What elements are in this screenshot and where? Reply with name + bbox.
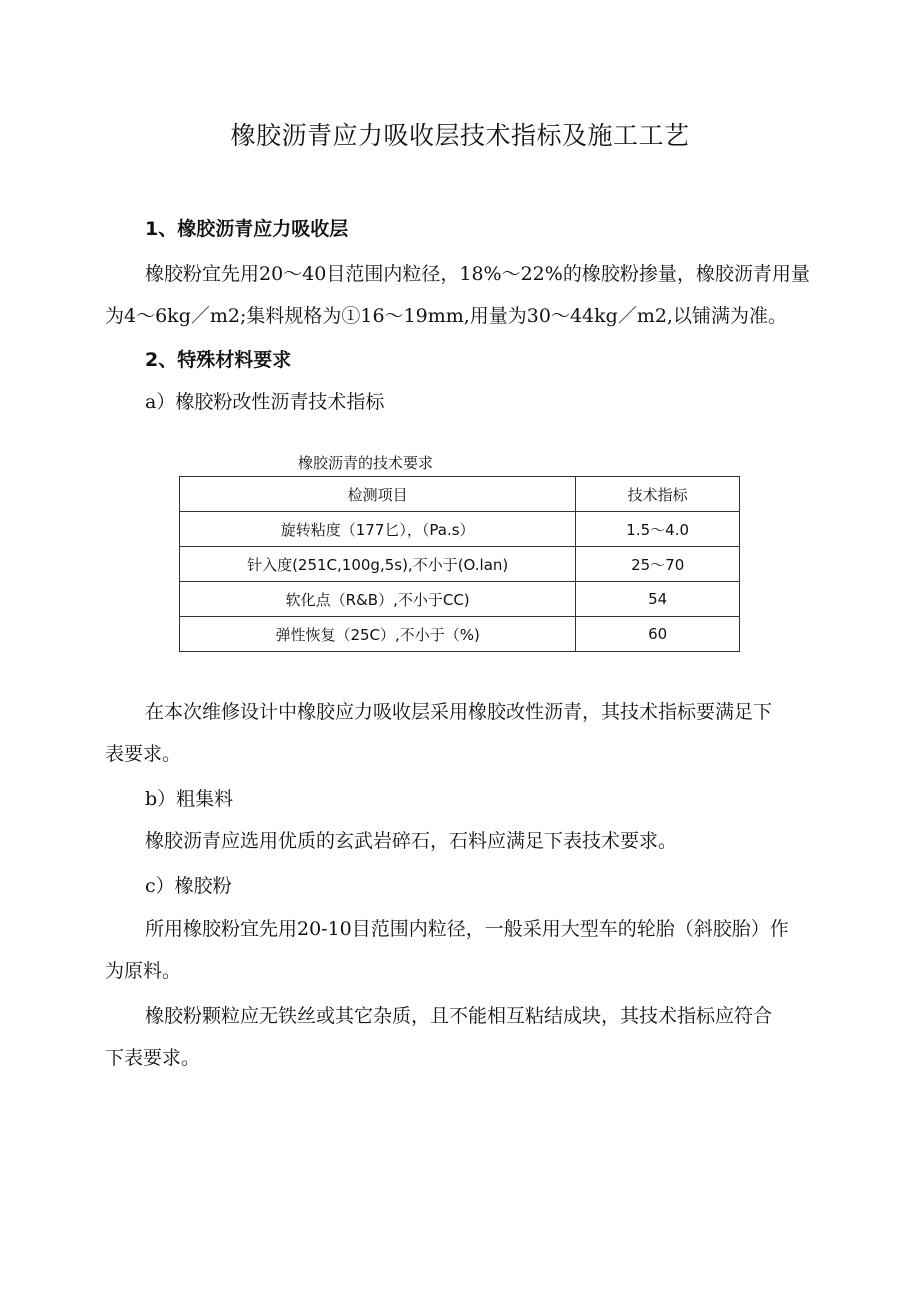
asphalt-spec-table [179,476,740,652]
table-cell-value: 25～70 [576,547,740,582]
section-1-paragraph-line-2: 为4～6kg／m2;集料规格为①16～19mm,用量为30～44kg／m2,以铺满为准。 [105,305,787,327]
item-b-text: 橡胶沥青应选用优质的玄武岩碎石，石料应满足下表技术要求。 [145,830,678,852]
table-row [180,547,740,582]
table-header-spec: 技术指标 [576,477,740,512]
table-cell-value: 60 [576,617,740,652]
table-header-test-item: 检测项目 [180,477,576,512]
table-cell-value: 1.5～4.0 [576,512,740,547]
table-cell-item: 旋转粘度（177匕），（Pa.s） [180,512,576,547]
section-1-heading: 1、橡胶沥青应力吸收层 [145,218,349,240]
item-a-label: a）橡胶粉改性沥青技术指标 [145,391,385,413]
item-c-paragraph-2-line-1: 橡胶粉颗粒应无铁丝或其它杂质，且不能相互粘结成块，其技术指标应符合 [145,1005,773,1027]
table-cell-value: 54 [576,582,740,617]
table-row [180,617,740,652]
table-row [180,512,740,547]
table-caption: 橡胶沥青的技术要求 [298,454,434,472]
item-c-paragraph-1-line-1: 所用橡胶粉宜先用20-10目范围内粒径，一般采用大型车的轮胎（斜胶胎）作 [145,918,789,940]
table-cell-item: 针入度(251C,100g,5s),不小于(O.lan) [180,547,576,582]
table-cell-item: 软化点（R&B）,不小于CC) [180,582,576,617]
after-table-paragraph-line-2: 表要求。 [105,743,182,765]
item-c-paragraph-2-line-2: 下表要求。 [105,1047,201,1069]
item-c-label: c）橡胶粉 [145,875,232,897]
after-table-paragraph-line-1: 在本次维修设计中橡胶应力吸收层采用橡胶改性沥青，其技术指标要满足下 [145,701,773,723]
table-row [180,582,740,617]
table-header-row [180,477,740,512]
item-b-label: b）粗集料 [145,788,234,810]
table-cell-item: 弹性恢复（25C）,不小于（%) [180,617,576,652]
page-title: 橡胶沥青应力吸收层技术指标及施工工艺 [230,121,690,150]
item-c-paragraph-1-line-2: 为原料。 [105,960,182,982]
section-1-paragraph-line-1: 橡胶粉宜先用20～40目范围内粒径，18%～22%的橡胶粉掺量，橡胶沥青用量 [145,263,810,285]
section-2-heading: 2、特殊材料要求 [145,349,292,371]
